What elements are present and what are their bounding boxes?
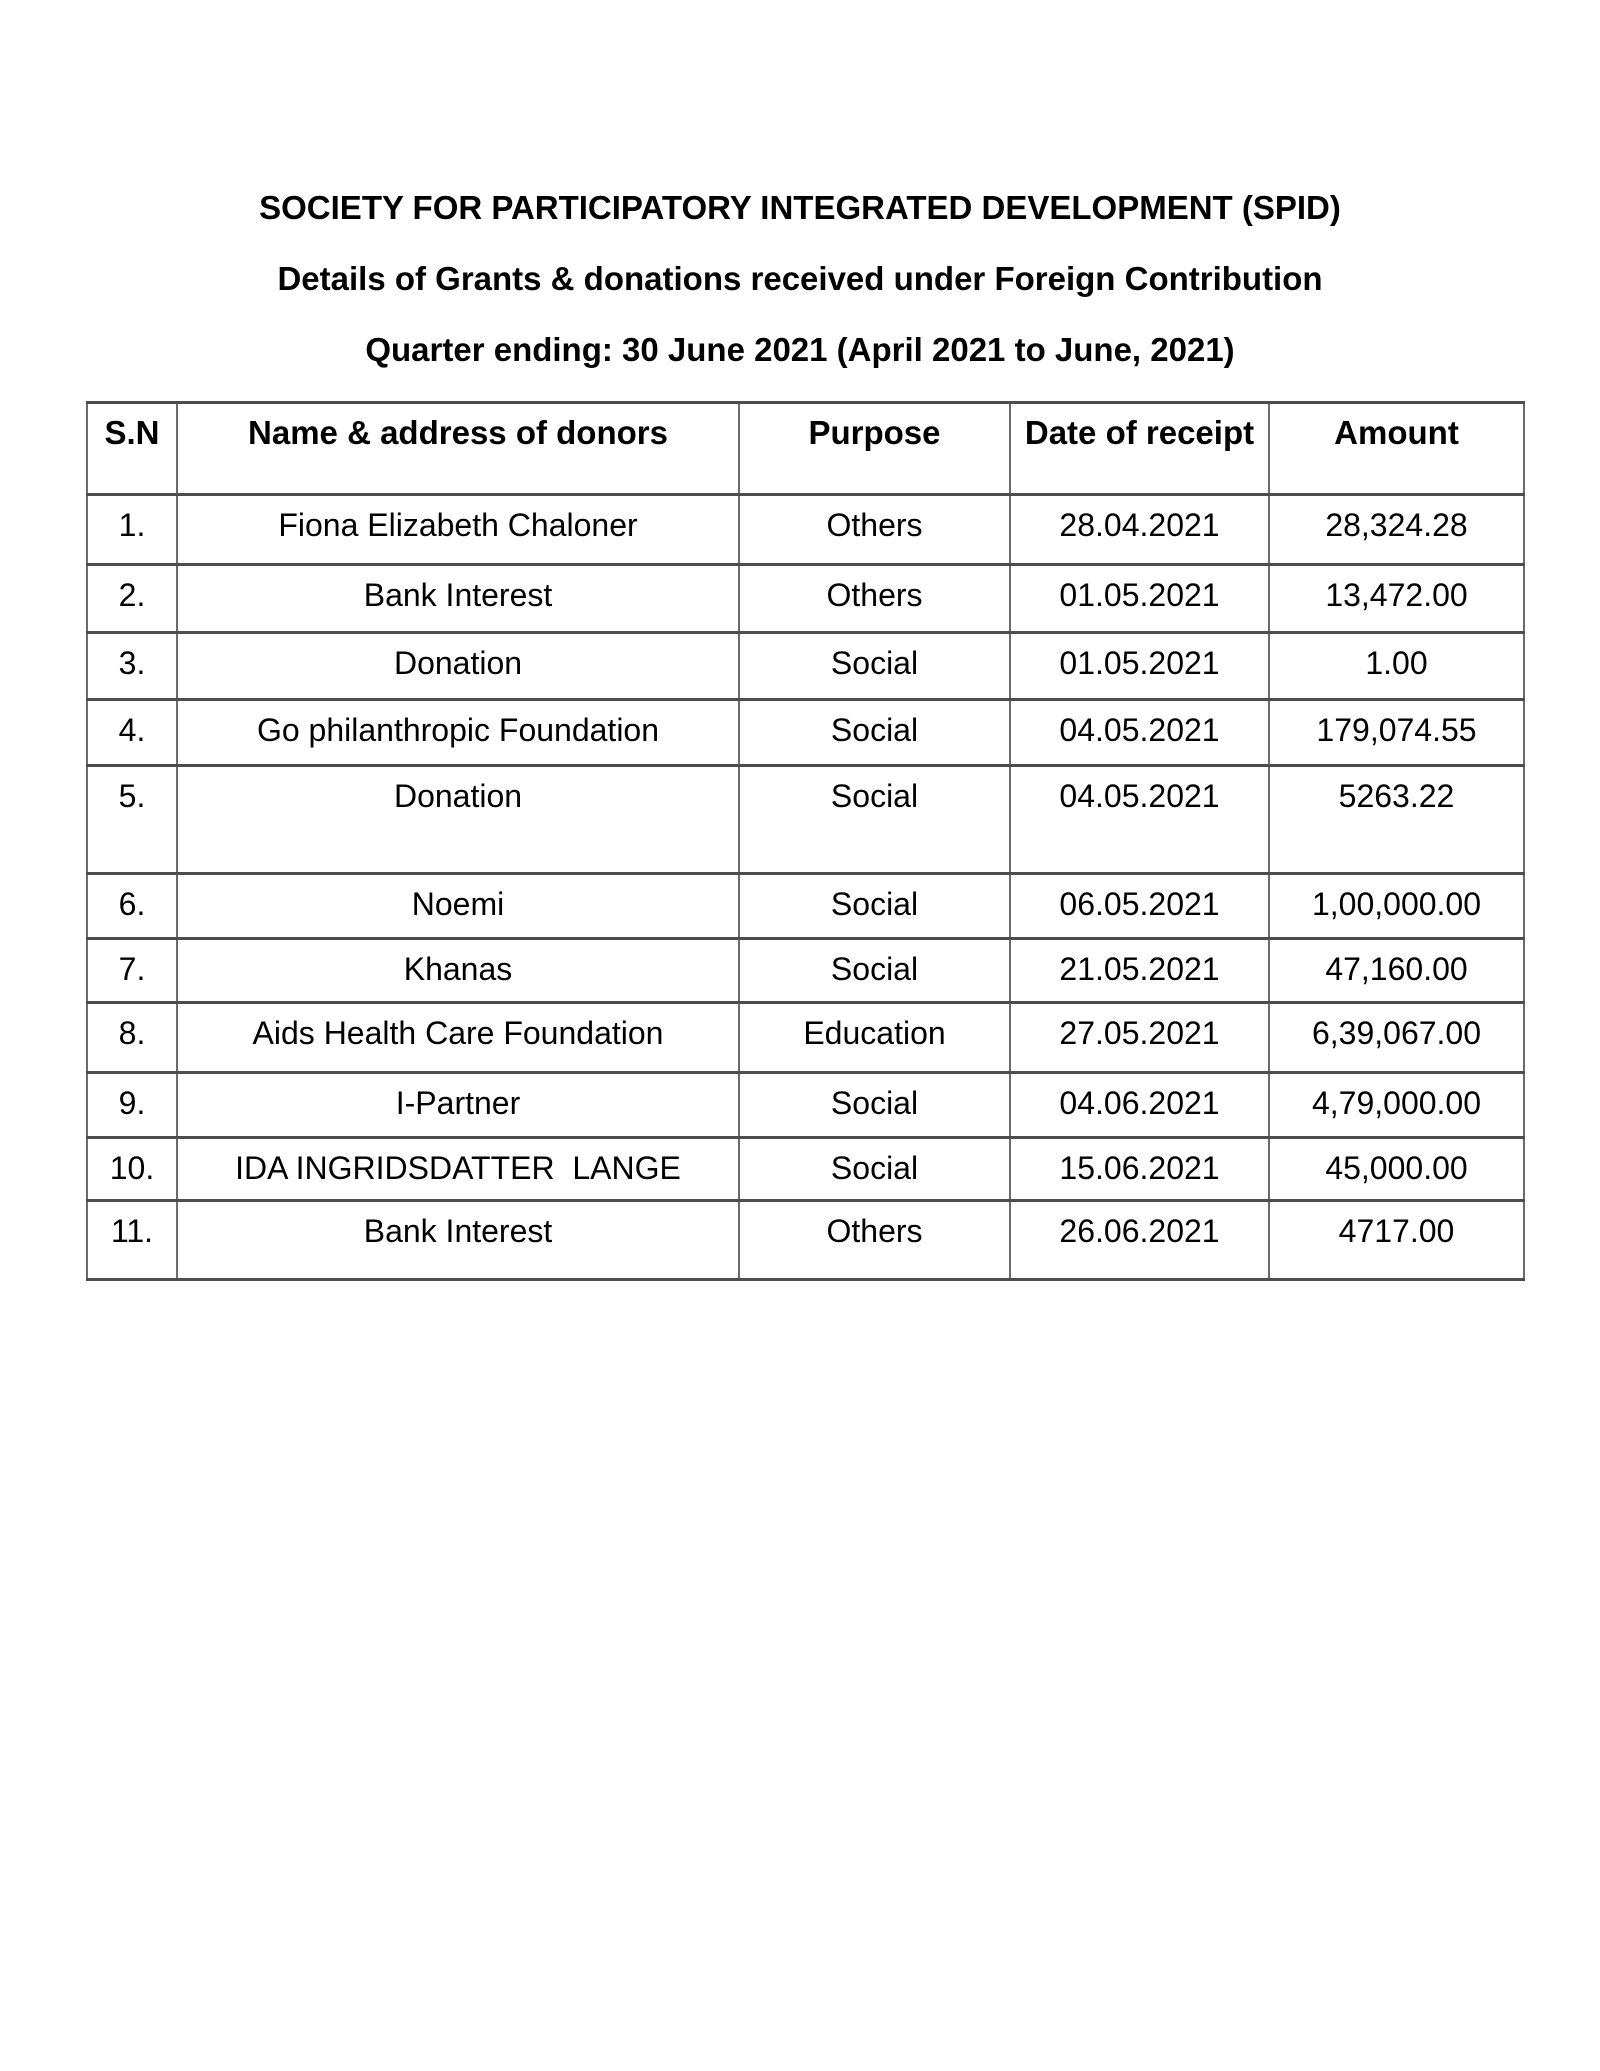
table-row [87, 874, 1524, 939]
cell-serial: 4. [87, 700, 177, 766]
cell-date: 04.06.2021 [1010, 1073, 1269, 1138]
cell-donor-name: Donation [177, 633, 739, 700]
cell-purpose: Others [739, 1201, 1010, 1280]
cell-purpose: Social [739, 633, 1010, 700]
cell-purpose: Social [739, 1138, 1010, 1201]
cell-purpose: Social [739, 874, 1010, 939]
table-row [87, 766, 1524, 874]
cell-serial: 10. [87, 1138, 177, 1201]
cell-date: 06.05.2021 [1010, 874, 1269, 939]
cell-serial: 7. [87, 939, 177, 1003]
cell-amount: 4,79,000.00 [1269, 1073, 1524, 1138]
cell-amount: 45,000.00 [1269, 1138, 1524, 1201]
cell-amount: 1,00,000.00 [1269, 874, 1524, 939]
table-row [87, 565, 1524, 633]
cell-purpose: Others [739, 565, 1010, 633]
cell-date: 15.06.2021 [1010, 1138, 1269, 1201]
cell-donor-name: Khanas [177, 939, 739, 1003]
cell-donor-name: Fiona Elizabeth Chaloner [177, 495, 739, 565]
table-header-row [87, 403, 1524, 495]
document-subtitle: Details of Grants & donations received under Foreign Contribution [277, 260, 1323, 297]
cell-purpose: Education [739, 1003, 1010, 1073]
cell-date: 26.06.2021 [1010, 1201, 1269, 1280]
cell-date: 21.05.2021 [1010, 939, 1269, 1003]
col-header-amount: Amount [1269, 403, 1524, 495]
cell-purpose: Social [739, 700, 1010, 766]
cell-amount: 5263.22 [1269, 766, 1524, 874]
cell-amount: 47,160.00 [1269, 939, 1524, 1003]
cell-purpose: Social [739, 939, 1010, 1003]
cell-date: 01.05.2021 [1010, 633, 1269, 700]
document-title: SOCIETY FOR PARTICIPATORY INTEGRATED DEVELOPMENT (SPID) [259, 189, 1341, 226]
document-period: Quarter ending: 30 June 2021 (April 2021 to June, 2021) [365, 331, 1235, 368]
cell-donor-name: Aids Health Care Foundation [177, 1003, 739, 1073]
cell-serial: 3. [87, 633, 177, 700]
cell-purpose: Others [739, 495, 1010, 565]
cell-date: 27.05.2021 [1010, 1003, 1269, 1073]
table-row [87, 1201, 1524, 1280]
cell-donor-name: Donation [177, 766, 739, 874]
cell-donor-name: I-Partner [177, 1073, 739, 1138]
table-row [87, 939, 1524, 1003]
cell-amount: 28,324.28 [1269, 495, 1524, 565]
table-row [87, 495, 1524, 565]
col-header-purpose: Purpose [739, 403, 1010, 495]
cell-donor-name: Noemi [177, 874, 739, 939]
title-block [0, 0, 1600, 370]
cell-amount: 6,39,067.00 [1269, 1003, 1524, 1073]
cell-date: 04.05.2021 [1010, 700, 1269, 766]
cell-donor-name: IDA INGRIDSDATTER LANGE [177, 1138, 739, 1201]
cell-amount: 1.00 [1269, 633, 1524, 700]
cell-donor-name: Bank Interest [177, 565, 739, 633]
col-header-sn: S.N [87, 403, 177, 495]
table-row [87, 1003, 1524, 1073]
cell-date: 04.05.2021 [1010, 766, 1269, 874]
cell-donor-name: Bank Interest [177, 1201, 739, 1280]
cell-purpose: Social [739, 1073, 1010, 1138]
cell-serial: 5. [87, 766, 177, 874]
donations-table [86, 401, 1525, 1281]
cell-amount: 13,472.00 [1269, 565, 1524, 633]
cell-serial: 9. [87, 1073, 177, 1138]
table-row [87, 633, 1524, 700]
cell-serial: 1. [87, 495, 177, 565]
table-row [87, 700, 1524, 766]
cell-serial: 2. [87, 565, 177, 633]
cell-donor-name: Go philanthropic Foundation [177, 700, 739, 766]
cell-amount: 179,074.55 [1269, 700, 1524, 766]
table-row [87, 1138, 1524, 1201]
cell-serial: 11. [87, 1201, 177, 1280]
table-row [87, 1073, 1524, 1138]
cell-amount: 4717.00 [1269, 1201, 1524, 1280]
cell-serial: 8. [87, 1003, 177, 1073]
col-header-date: Date of receipt [1010, 403, 1269, 495]
cell-date: 01.05.2021 [1010, 565, 1269, 633]
cell-purpose: Social [739, 766, 1010, 874]
cell-serial: 6. [87, 874, 177, 939]
col-header-donor-name: Name & address of donors [177, 403, 739, 495]
cell-date: 28.04.2021 [1010, 495, 1269, 565]
